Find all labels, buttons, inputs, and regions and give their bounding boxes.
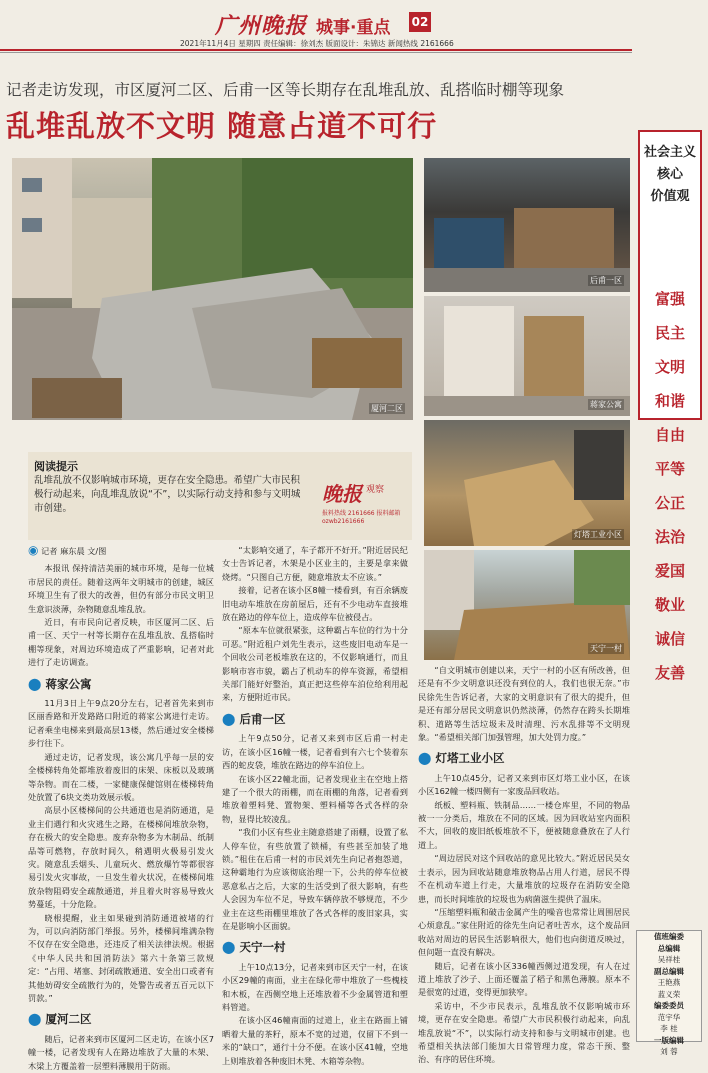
value-item: 自由 — [654, 426, 685, 444]
article-column-1 — [28, 543, 214, 1071]
value-item: 平等 — [654, 460, 685, 478]
editor-line: 刘 蓉 — [660, 1047, 678, 1056]
photo-scene — [12, 158, 413, 420]
editor-line: 范宇华 — [657, 1012, 681, 1022]
paragraph: 在该小区46幢南面的过道上，业主在路面上铺晒着大量的茶籽，原本不宽的过道，仅留下不到一米的“缺口”，通行十分不便。在该小区41幢，空地上则堆放着各种废旧木凳、木箱等杂物。 — [222, 1015, 408, 1066]
article-column-2 — [222, 544, 408, 1066]
page-number: 02 — [409, 12, 431, 32]
paragraph: 随后，记者在该小区336幢西侧过道发现，有人在过道上堆放了沙子、上面还覆盖了稻子和黑色薄膜。原本不是很宽的过道，变得更加狭窄。 — [418, 960, 630, 998]
paragraph: “我们小区有些业主随意搭建了雨棚，设置了私人停车位，有些放置了锁桶，有些甚至加装了地锁。”租住在后甫一村的市民刘先生向记者抱怨道，这种霸地行为应该彻底治理一下，公共的停车位被恶意私占之后，大家的生活受到了很大影响，有些人会因为车位不足，导致车辆停放不够规范，不少业主在这些雨棚里堆放了各式各样的废旧家具，实在是影响小区面貌。 — [222, 827, 408, 931]
value-item: 爱国 — [654, 562, 685, 580]
byline: 记者 麻东晨 文/图 — [41, 546, 107, 556]
paragraph: 本报讯 保持清洁美丽的城市环境，是每一位城市居民的责任。随着这两年文明城市的创建，城区环境卫生有了很大的改善，但仍有部分市民文明卫生意识淡薄，杂物随意乱堆乱放。 — [28, 563, 214, 614]
divider — [0, 52, 632, 53]
editor-line: 蓝义荣 — [657, 989, 681, 999]
article-headline: 乱堆乱放不文明 随意占道不可行 — [6, 109, 438, 143]
reading-tip-text: 乱堆乱放不仅影响城市环境，更存在安全隐患。希望广大市民积极行动起来，向乱堆乱放说“不”，以实际行动支持和参与文明城市创建。 — [34, 475, 301, 514]
evening-news-logo: 晚报 — [322, 482, 362, 506]
photo-houfu — [424, 158, 630, 292]
value-item: 法治 — [654, 528, 685, 546]
camera-icon: ◉ — [28, 543, 39, 557]
paragraph: “太影响交通了，车子都开不好开。”附近居民纪女士告诉记者，木架是小区业主的，主要是拿来做烧烤。“只图自己方便，随意堆放太不应该。” — [222, 545, 408, 582]
paragraph: 接着，记者在该小区8幢一楼看到，有百余辆废旧电动车堆放在房前屋后，还有不少电动车直接堆放在路边的停车位上，造成停车位被侵占。 — [222, 585, 408, 623]
paper-logo: 广州晚报 — [215, 13, 308, 39]
location-pin-icon: ⬤ — [28, 676, 42, 691]
editor-line: 总编辑 — [657, 943, 681, 953]
location-pin-icon: ⬤ — [222, 711, 236, 726]
paragraph: 上午9点50分，记者又来到市区后甫一村走访，在该小区16幢一楼，记者看到有六七个装着东西的蛇皮袋，堆放在路边的停车泊位上。 — [222, 733, 408, 771]
section-heading: ⬤ 天宁一村 — [222, 940, 286, 955]
editor-line: 吴祥桂 — [657, 955, 681, 964]
photo-jiangjia — [424, 296, 630, 416]
article-kicker: 记者走访发现，市区厦河二区、后甫一区等长期存在乱堆乱放、乱搭临时棚等现象 — [6, 81, 565, 99]
paragraph: “压缩塑料瓶和破击金属产生的噪音也常常让周围居民心烦意乱。”家住附近的徐先生向记者吐苦水，这个废品回收站对周边的居民生活影响很大，他们也向街道反映过，但问题一直没有解决。 — [418, 906, 630, 958]
dateline: 2021年11月4日 星期四 责任编辑：徐刘杰 版面设计：朱锦达 新闻热线 2161666 — [180, 39, 454, 48]
main-photo — [12, 158, 413, 420]
core-values-list — [638, 282, 702, 690]
photo-caption: 灯塔工业小区 — [574, 530, 622, 539]
editors-box — [636, 930, 702, 1056]
location-pin-icon: ⬤ — [28, 1012, 42, 1027]
photo-caption: 天宁一村 — [590, 644, 622, 653]
section-title: 城事·重点 — [316, 18, 391, 38]
value-item: 和谐 — [654, 392, 685, 410]
section-heading: ⬤ 后甫一区 — [222, 711, 286, 726]
editor-line: 编委委员 — [654, 1001, 684, 1010]
paragraph: “自文明城市创建以来，天宁一村的小区有所改善，但还是有不少文明意识还没有到位的人，我们也很无奈。”市民徐先生告诉记者，大家的文明意识有了很大的提升，但是还有部分居民文明意识仍然淡薄，仍然存在跨头长期堆积、道路等生活垃圾未及时清理、污水乱排等不文明现象。“希望相关部门加强管理，加大处罚力度。” — [418, 665, 630, 743]
photo-caption: 厦河二区 — [371, 404, 403, 413]
paragraph: 近日，有市民向记者反映，市区厦河二区、后甫一区、天宁一村等长期存在乱堆乱放、乱搭临时棚等现象，对周边环境造成了严重影响，记者对此进行了走访调查。 — [28, 617, 214, 668]
location-pin-icon: ⬤ — [222, 940, 236, 955]
paragraph: 上午10点45分，记者又来到市区灯塔工业小区，在该小区162幢一楼四侧有一家废品回收站。 — [418, 772, 630, 797]
paragraph: “周边居民对这个回收站的意见比较大。”附近居民吴女士表示，因为回收站随意堆放物品占用人行道，居民不得不在机动车道上行走，大量堆放的垃圾存在消防安全隐患，而长时间堆放的垃圾也为病菌滋生提供了温床。 — [418, 853, 630, 904]
value-item: 公正 — [654, 494, 685, 512]
photo-caption: 蒋家公寓 — [590, 400, 622, 409]
location-pin-icon: ⬤ — [418, 751, 432, 766]
paragraph: 采访中，不少市民表示，乱堆乱放不仅影响城市环境，更存在安全隐患。希望广大市民积极行动起来，向乱堆乱放说“不”，以实际行动支持和参与文明城市创建。也希望相关执法部门能加大日常管理力度，常态干预、整治、有序的居住环境。 — [418, 1000, 630, 1065]
photo-tianning — [424, 550, 630, 660]
paragraph: 随后，记者来到市区厦河二区走访，在该小区7幢一楼，记者发现有人在路边堆放了大量的木架、木梁上方覆盖着一层塑料薄膜用于防雨。 — [28, 1033, 214, 1071]
contact-line: 报料热线 2161666 报料邮箱 ozwb2161666 — [322, 510, 401, 525]
photo-caption: 后甫一区 — [590, 276, 622, 285]
editor-line: 副总编辑 — [654, 966, 684, 976]
value-item: 敬业 — [654, 596, 685, 614]
paragraph: 在该小区22幢北面，记者发现业主在空地上搭建了一个很大的雨棚，而在雨棚的角落，记者看到堆放着塑料凳、置物架、塑料桶等各式各样的杂物，显得比较凌乱。 — [222, 773, 408, 824]
paragraph: 通过走访，记者发现，该公寓几乎每一层的安全楼梯转角处都堆放着废旧的床架、床板以及玻璃等杂物。而在二楼，一家健康保健馆则在楼梯转角处放置了6块文类功效展示板。 — [28, 751, 214, 802]
reading-tip-box — [28, 452, 412, 540]
photo-dengta — [424, 420, 630, 546]
paragraph: 高层小区楼梯间的公共通道也是消防通道，是业主们遇行和火灾逃生之路，在楼梯间堆放杂物，存在极大的安全隐患。废弃杂物多为木制品、纸制品等可燃物，存放时间久，稍遇明火极易引发火灾。随意乱丢烟头、儿童玩火、燃放爆竹等都很容易引发火灾事故，一旦发生着火状况，在楼梯间堆放杂物阻碍安全疏散通道，并且着火时容易导致火势蔓延，十分危险。 — [28, 805, 214, 910]
masthead-rule — [0, 49, 632, 51]
paragraph: “原本车位就很紧张，这种霸占车位的行为十分可恶。”附近租户刘先生表示，这些废旧电动车是一个回收公司老板堆放在这的，不仅影响通行，而且影响市容市貌，霸占了机动车的停车资源，希望相关部门能好好整治，真正把这些停车泊位给利用起来，方便附近市民。 — [222, 625, 408, 703]
reading-tip-title: 阅读提示 — [34, 460, 78, 473]
core-values-title: 社会主义 核心 价值观 — [643, 145, 696, 204]
section-heading: ⬤ 灯塔工业小区 — [418, 751, 505, 766]
paragraph: 晓根提醒，业主如果碰到消防通道被堵的行为，可以向消防部门举报。另外，楼梯间堆满杂物不仅存在安全隐患，还违反了相关法律法规。根据《中华人民共和国消防法》第六十条第三款规定：“占用、堵塞、封闭疏散通道、安全出口或者有其他妨碍安全疏散行为的，处警告或者五百元以下罚款。” — [28, 912, 214, 1003]
editor-line: 值班编委 — [654, 932, 684, 941]
paragraph: 上午10点13分，记者来到市区天宁一村，在该小区29幢的南面，业主在绿化带中堆放了一些槐枝和木板，在西侧空地上还堆放着不少金属管道和塑料管道。 — [222, 961, 408, 1012]
editor-line: 李 桂 — [660, 1024, 678, 1033]
value-item: 文明 — [654, 358, 685, 376]
article-column-3 — [418, 664, 630, 1065]
editor-line: 一版编辑 — [654, 1035, 684, 1045]
section-heading: ⬤ 厦河二区 — [28, 1012, 92, 1027]
value-item: 富强 — [654, 290, 685, 308]
value-item: 友善 — [654, 664, 685, 682]
editor-line: 王艳燕 — [657, 978, 681, 987]
paragraph: 纸板、塑料瓶、铁制品……一楼仓库里，不同的物品被一一分类后，堆放在不同的区域。因为回收站室内面积不大，回收的废旧纸板堆放不下，便被随意叠放在了人行道上。 — [418, 799, 630, 850]
paragraph: 11月3日上午9点20分左右，记者首先来到市区丽香路和开发路路口附近的蒋家公寓进行走访。记者乘坐电梯来到最高层13楼，然后通过安全楼梯步行往下。 — [28, 698, 214, 749]
section-heading: ⬤ 蒋家公寓 — [28, 676, 92, 691]
logo-tag: 观察 — [366, 485, 385, 495]
value-item: 诚信 — [654, 630, 685, 648]
value-item: 民主 — [654, 324, 685, 342]
masthead — [0, 0, 708, 50]
